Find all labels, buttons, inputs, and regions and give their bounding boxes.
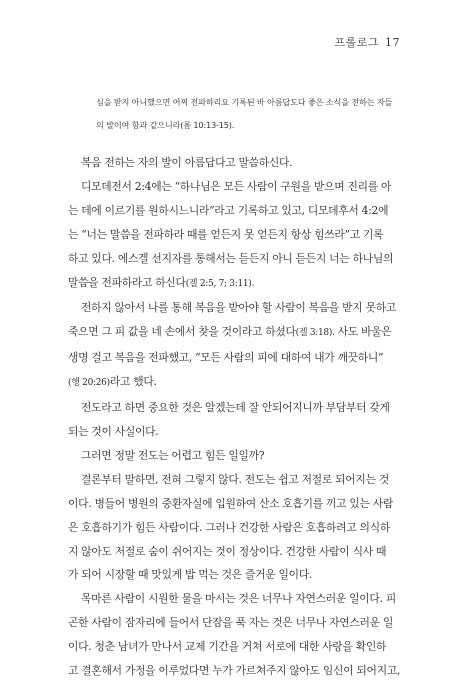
quote-line: 의 발이여 함과 같으니라(롬 10:13-15). (96, 120, 235, 130)
page-number: 17 (385, 36, 400, 49)
line-text: 곤한 사람이 잠자리에 들어서 단잠을 푹 자는 것은 너무나 자연스러운 일 (68, 616, 394, 630)
line-text: 이다. 청춘 남녀가 만나서 교제 기간을 거쳐 서로에 대한 사랑을 확인하 (68, 640, 387, 654)
line-text: 가 되어 시장할 때 맛있게 밥 먹는 것은 즐거운 일이다. (68, 568, 313, 582)
body-line (68, 468, 423, 492)
running-head (334, 34, 400, 50)
scripture-reference: (겔 3:18). (295, 328, 335, 339)
body-line (68, 563, 423, 587)
body-line (68, 396, 423, 420)
body-line (68, 271, 423, 297)
line-text: 되는 것이 사실이다. (68, 424, 159, 438)
line-text: 생명 걸고 복음을 전파했고, “모든 사람의 피에 대하여 내가 깨끗하니” (68, 351, 384, 365)
chapter-title: 프롤로그 (334, 36, 379, 49)
scripture-quote (96, 91, 414, 137)
body-line (68, 296, 423, 320)
quote-line: 심을 받지 아니했으면 어찌 전파하리요 기록된 바 아름답도다 좋은 소식을 전하는 자들 (96, 97, 393, 107)
body-line (68, 223, 423, 247)
body-line (68, 516, 423, 540)
line-text: 목마른 사람이 시원한 물을 마시는 것은 너무나 자연스러운 일이다. 피 (81, 592, 396, 606)
body-line (68, 444, 423, 468)
line-text: 죽으면 그 피 값을 네 손에서 찾을 것이라고 하셨다 (68, 325, 296, 339)
scripture-reference: (겔 2:5, 7; 3:11). (185, 278, 255, 289)
body-line (68, 151, 423, 175)
body-line (68, 346, 423, 370)
body-text (68, 151, 423, 683)
body-line (68, 540, 423, 564)
line-text-continued: 라고 했다. (109, 375, 157, 389)
line-text: 하고 있다. 에스겔 선지자를 통해서는 듣든지 아니 듣든지 너는 하나님의 (68, 251, 394, 265)
line-text: 복음 전하는 자의 발이 아름답다고 말씀하신다. (81, 156, 293, 169)
line-text: 고 결혼해서 가정을 이루었다면 누가 가르쳐주지 않아도 임신이 되어지고, (68, 664, 401, 678)
body-line (68, 199, 423, 223)
scripture-reference: (행 20:26) (68, 378, 110, 389)
line-text: 는 “너는 말씀을 전파하라 때를 얻든지 못 얻든지 항상 힘쓰라”고 기록 (68, 227, 384, 241)
body-line (68, 370, 423, 396)
line-text: 은 호흡하기가 힘든 사람이다. 그러나 건강한 사람은 호흡하려고 의식하 (68, 520, 390, 534)
line-text: 말씀을 전파하라고 하신다 (68, 275, 186, 289)
line-text: 디모데전서 2:4에는 “하나님은 모든 사람이 구원을 받으며 진리를 아 (81, 179, 392, 193)
line-text: 그러면 정말 전도는 어렵고 힘든 일일까? (81, 448, 265, 462)
line-text: 는 데에 이르기를 원하시느니라”라고 기록하고 있고, 디모데후서 4:2에 (68, 203, 389, 217)
body-line (68, 320, 423, 346)
body-line (68, 175, 423, 199)
body-line (68, 635, 423, 659)
line-text: 지 않아도 저절로 숨이 쉬어지는 것이 정상이다. 건강한 사람이 식사 때 (68, 544, 387, 558)
body-line (68, 659, 423, 683)
body-line (68, 492, 423, 516)
line-text: 이다. 병들어 병원의 중환자실에 입원하여 산소 호흡기를 끼고 있는 사람 (68, 496, 394, 510)
body-line (68, 247, 423, 271)
body-line (68, 611, 423, 635)
body-line (68, 587, 423, 611)
body-line (68, 420, 423, 444)
line-text-continued: 사도 바울은 (334, 325, 392, 339)
line-text: 결론부터 말하면, 전혀 그렇지 않다. 전도는 쉽고 저절로 되어지는 것 (81, 472, 389, 486)
line-text: 전도라고 하면 중요한 것은 알겠는데 잘 안되어지니까 부담부터 갖게 (81, 401, 390, 415)
line-text: 전하지 않아서 나를 통해 복음을 받아야 할 사람이 복음을 받지 못하고 (81, 301, 396, 315)
